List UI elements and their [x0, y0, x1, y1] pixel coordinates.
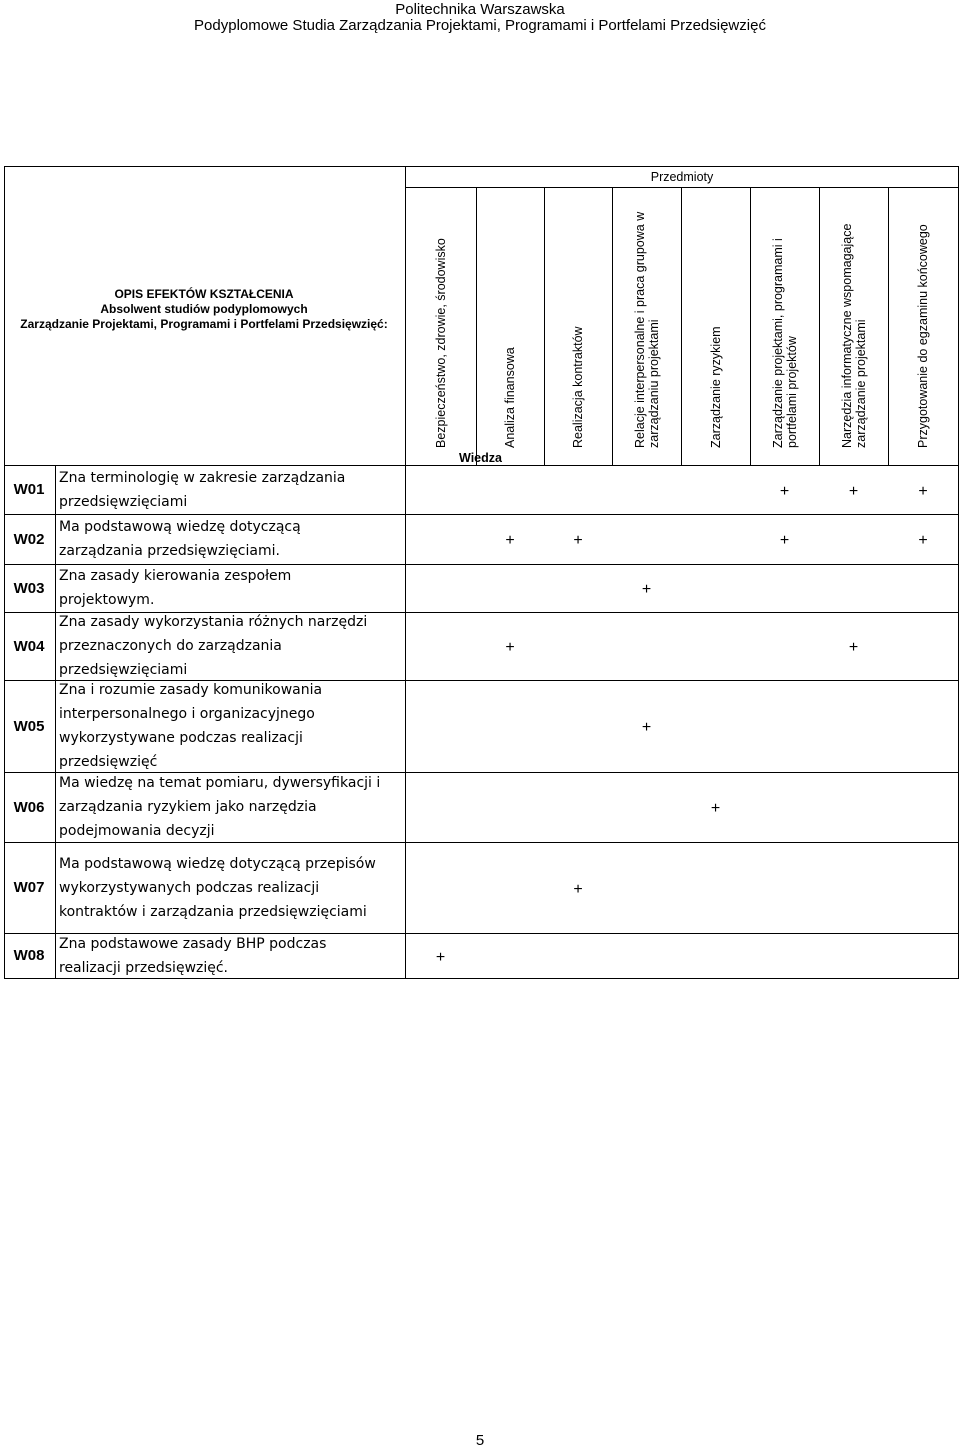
outcome-description-text: Zna i rozumie zasady komunikowania interpersonalnego i organizacyjnego wykorzystywane podczas realizacji przedsięwzięć [59, 682, 323, 770]
outcome-code-label: W04 [13, 637, 45, 655]
subject-mark: + [848, 639, 859, 656]
outcome-description [59, 680, 404, 772]
subject-mark: + [641, 581, 652, 598]
outcome-marks-cell [405, 465, 959, 515]
page-number: 5 [475, 1432, 485, 1449]
outcome-description-text: Zna terminologię w zakresie zarządzania przedsięwzięciami [59, 469, 346, 510]
table-title-line: Absolwent studiów podyplomowych [100, 302, 308, 316]
outcome-description [59, 612, 404, 680]
subject-mark: + [505, 639, 515, 656]
outcome-code [4, 564, 54, 612]
outcome-code [4, 772, 54, 842]
subject-mark: + [779, 532, 790, 549]
subject-mark: + [435, 948, 446, 966]
outcome-code-label: W07 [13, 879, 45, 896]
subject-label: Zarządzanie ryzykiem [708, 326, 723, 448]
subject-mark: + [505, 532, 515, 549]
category-label: Wiedza [459, 451, 502, 465]
subject-label: Bezpieczeństwo, zdrowie, środowisko [433, 238, 448, 448]
outcome-description [59, 564, 404, 612]
outcome-marks-cell [405, 933, 959, 979]
subjects-header-label: Przedmioty [650, 170, 714, 184]
outcome-code [4, 680, 54, 772]
outcome-marks-cell [405, 564, 959, 613]
outcome-marks-cell [405, 514, 959, 565]
subject-label: zarządzaniu projektami [646, 319, 661, 448]
outcome-code [4, 933, 54, 978]
subject-label: Narzędzia informatyczne wspomagające [839, 223, 854, 448]
university-name: Politechnika Warszawska [395, 1, 565, 18]
outcome-description-text: Zna zasady wykorzystania różnych narzędzi przeznaczonych do zarządzania przedsięwzięciami [59, 614, 368, 678]
outcome-description [59, 772, 404, 842]
outcome-description-text: Ma podstawową wiedzę dotyczącą przepisów wykorzystywanych podczas realizacji kontraktów i zarządzania przedsięwzięciami [59, 855, 376, 920]
subject-mark: + [848, 482, 859, 500]
subject-mark: + [918, 482, 928, 500]
table-title-line: OPIS EFEKTÓW KSZTAŁCENIA [114, 287, 294, 301]
outcome-description-text: Zna zasady kierowania zespołem projektowym. [59, 568, 292, 608]
outcome-code-label: W01 [13, 481, 45, 498]
outcome-description [59, 465, 404, 514]
program-name: Podyplomowe Studia Zarządzania Projektami, Programami i Portfelami Przedsięwzięć [194, 17, 766, 34]
table-title-line: Zarządzanie Projektami, Programami i Portfelami Przedsięwzięć: [20, 317, 388, 331]
outcome-code-label: W06 [13, 798, 45, 816]
outcome-marks-cell [405, 680, 959, 773]
outcome-code-label: W03 [13, 579, 45, 597]
subject-label: Relacje interpersonalne i praca grupowa w [632, 211, 647, 448]
outcome-code [4, 842, 54, 933]
outcome-description-text: Ma wiedzę na temat pomiaru, dywersyfikacji i zarządzania ryzykiem jako narzędzia podejmowania decyzji [59, 775, 381, 839]
outcome-description-text: Zna podstawowe zasady BHP podczas realizacji przedsięwzięć. [59, 935, 327, 976]
outcome-code-label: W08 [13, 947, 45, 964]
outcome-code-label: W02 [13, 530, 45, 548]
subject-mark: + [641, 719, 652, 736]
subject-label: portfelami projektów [784, 336, 799, 448]
outcome-description [59, 514, 404, 564]
subject-mark: + [573, 532, 583, 549]
outcome-description [59, 842, 404, 933]
subject-label: Analiza finansowa [503, 347, 517, 448]
outcome-code [4, 465, 54, 514]
outcome-code [4, 612, 54, 680]
subject-mark: + [573, 880, 583, 898]
outcome-marks-cell [405, 772, 959, 843]
outcome-description-text: Ma podstawową wiedzę dotyczącą zarządzania przedsięwzięciami. [59, 519, 301, 559]
table-title [4, 287, 404, 332]
subject-mark: + [779, 482, 790, 500]
subject-label: zarządzanie projektami [853, 319, 868, 448]
subjects-header [405, 166, 959, 188]
subject-label: Przygotowanie do egzaminu końcowego [916, 224, 930, 448]
outcome-code [4, 514, 54, 564]
subject-label: Realizacja kontraktów [571, 326, 585, 448]
outcome-marks-cell [405, 842, 959, 934]
subject-mark: + [710, 800, 721, 817]
outcome-marks-cell [405, 612, 959, 681]
subject-mark: + [918, 532, 928, 549]
outcome-code-label: W05 [13, 717, 45, 735]
subject-label: Zarządzanie projektami, programami i [770, 238, 785, 448]
outcome-description [59, 933, 404, 978]
